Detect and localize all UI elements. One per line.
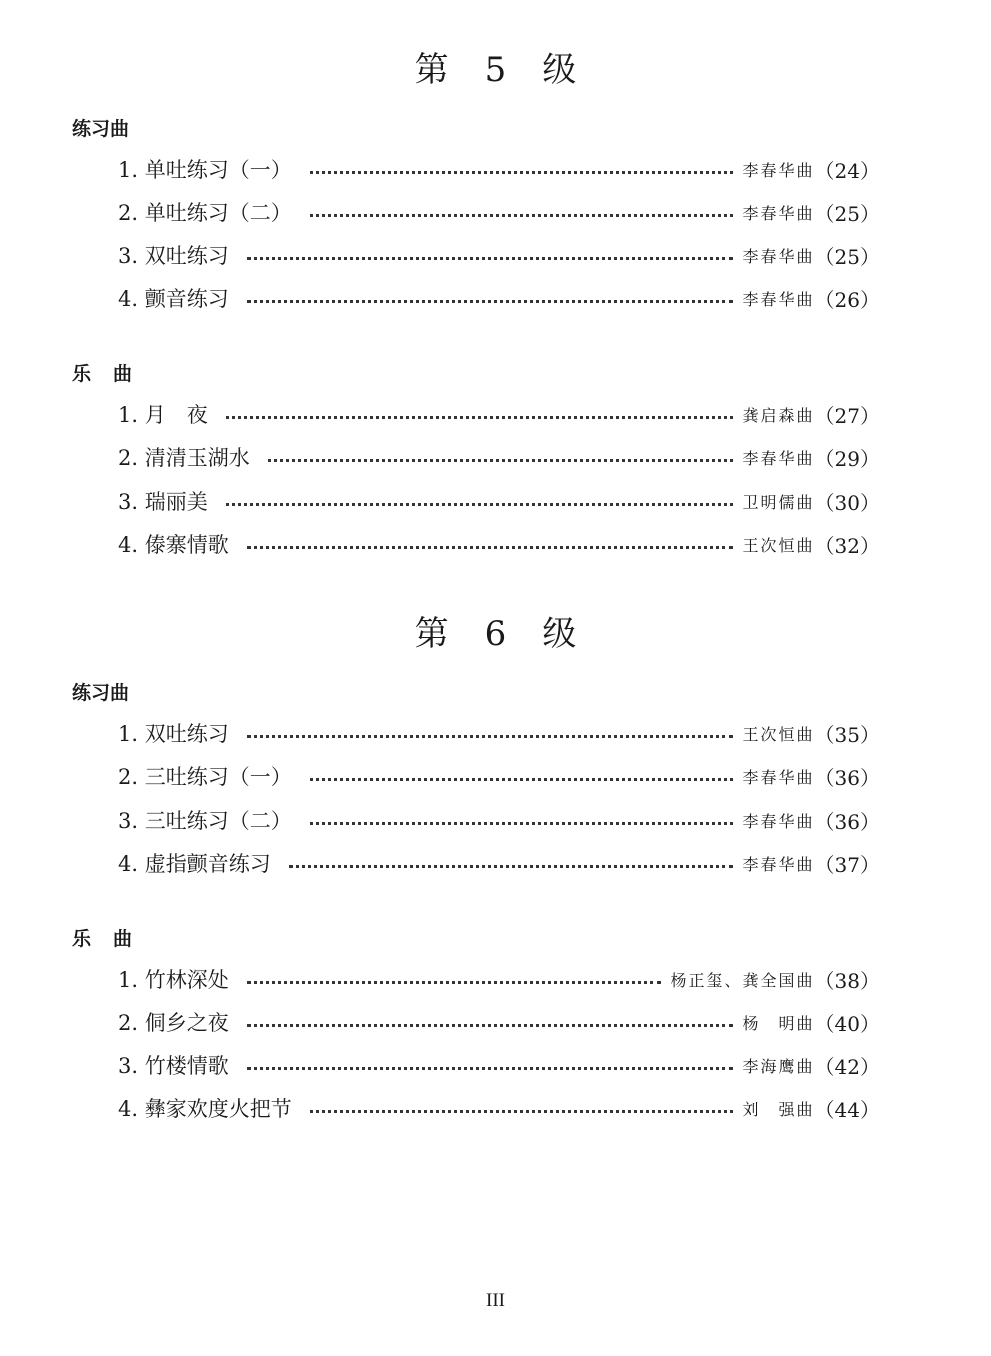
toc-entry[interactable] [118, 761, 880, 791]
entry-composer: 李春华曲 [742, 811, 815, 831]
entry-composer: 卫明儒曲 [742, 492, 815, 512]
entry-page-number: （42） [814, 1054, 880, 1079]
entry-page-number: （37） [814, 852, 880, 877]
dot-leader [247, 257, 733, 260]
toc-entry[interactable] [118, 283, 880, 313]
entry-title: 3. 三吐练习（二） [118, 809, 292, 833]
level-title-char: 级 [542, 614, 577, 654]
entry-composer: 王次恒曲 [742, 724, 815, 744]
entry-composer: 王次恒曲 [742, 535, 815, 555]
toc-entry[interactable] [118, 718, 880, 748]
toc-entry[interactable] [118, 486, 880, 516]
entry-title: 2. 三吐练习（一） [118, 765, 292, 789]
dot-leader [310, 822, 733, 825]
entry-composer: 李春华曲 [742, 448, 815, 468]
entry-title: 4. 彝家欢度火把节 [118, 1097, 292, 1121]
entry-title: 4. 虚指颤音练习 [118, 852, 271, 876]
entry-title: 4. 颤音练习 [118, 287, 229, 311]
dot-leader [247, 546, 733, 549]
entry-composer: 李春华曲 [742, 767, 815, 787]
dot-leader [247, 300, 733, 303]
toc-entry[interactable] [118, 399, 880, 429]
entry-title: 3. 竹楼情歌 [118, 1054, 229, 1078]
level-title-char: 级 [542, 50, 577, 90]
entry-page-number: （36） [814, 809, 880, 834]
section-heading-pieces: 乐曲 [72, 928, 155, 950]
dot-leader [310, 778, 733, 781]
toc-entry[interactable] [118, 1007, 880, 1037]
level-number: 6 [484, 614, 507, 654]
entry-composer: 龚启森曲 [742, 405, 815, 425]
dot-leader [310, 171, 733, 174]
entry-composer: 杨 明曲 [742, 1013, 815, 1033]
toc-entry[interactable] [118, 154, 880, 184]
dot-leader [268, 459, 733, 462]
entry-title: 3. 双吐练习 [118, 244, 229, 268]
dot-leader [310, 1110, 733, 1113]
entry-composer: 李春华曲 [742, 246, 815, 266]
toc-entry[interactable] [118, 805, 880, 835]
entry-composer: 刘 强曲 [742, 1099, 815, 1119]
level-6-title [0, 606, 991, 655]
toc-entry[interactable] [118, 442, 880, 472]
dot-leader [310, 214, 733, 217]
entry-composer: 李春华曲 [742, 289, 815, 309]
entry-composer: 杨正玺、龚全国曲 [670, 970, 815, 990]
entry-title: 2. 单吐练习（二） [118, 201, 292, 225]
entry-page-number: （25） [814, 201, 880, 226]
toc-entry[interactable] [118, 1093, 880, 1123]
toc-entry[interactable] [118, 1050, 880, 1080]
entry-page-number: （25） [814, 244, 880, 269]
level-title-char: 第 [414, 50, 449, 90]
dot-leader [247, 735, 733, 738]
entry-composer: 李海鹰曲 [742, 1056, 815, 1076]
entry-title: 3. 瑞丽美 [118, 490, 208, 514]
dot-leader [247, 981, 661, 984]
entry-composer: 李春华曲 [742, 854, 815, 874]
toc-entry[interactable] [118, 848, 880, 878]
section-heading-pieces: 乐曲 [72, 363, 155, 385]
entry-title: 4. 傣寨情歌 [118, 533, 229, 557]
dot-leader [289, 865, 733, 868]
entry-page-number: （29） [814, 446, 880, 471]
section-heading-etudes: 练习曲 [72, 682, 130, 704]
dot-leader [226, 416, 733, 419]
dot-leader [247, 1024, 733, 1027]
entry-page-number: （44） [814, 1097, 880, 1122]
entry-composer: 李春华曲 [742, 160, 815, 180]
entry-composer: 李春华曲 [742, 203, 815, 223]
level-title-char: 第 [414, 614, 449, 654]
dot-leader [247, 1067, 733, 1070]
entry-title: 2. 清清玉湖水 [118, 446, 250, 470]
entry-page-number: （26） [814, 287, 880, 312]
entry-page-number: （24） [814, 158, 880, 183]
entry-title: 2. 侗乡之夜 [118, 1011, 229, 1035]
toc-entry[interactable] [118, 529, 880, 559]
toc-entry[interactable] [118, 197, 880, 227]
entry-page-number: （32） [814, 533, 880, 558]
entry-page-number: （27） [814, 403, 880, 428]
toc-entry[interactable] [118, 964, 880, 994]
entry-page-number: （30） [814, 490, 880, 515]
entry-page-number: （36） [814, 765, 880, 790]
dot-leader [226, 503, 733, 506]
section-heading-etudes: 练习曲 [72, 118, 130, 140]
level-5-title [0, 42, 991, 91]
entry-title: 1. 单吐练习（一） [118, 158, 292, 182]
entry-title: 1. 双吐练习 [118, 722, 229, 746]
entry-title: 1. 月 夜 [118, 403, 208, 427]
toc-entry[interactable] [118, 240, 880, 270]
page-number: III [486, 1290, 505, 1311]
level-number: 5 [484, 50, 507, 90]
entry-title: 1. 竹林深处 [118, 968, 229, 992]
entry-page-number: （40） [814, 1011, 880, 1036]
entry-page-number: （35） [814, 722, 880, 747]
entry-page-number: （38） [814, 968, 880, 993]
